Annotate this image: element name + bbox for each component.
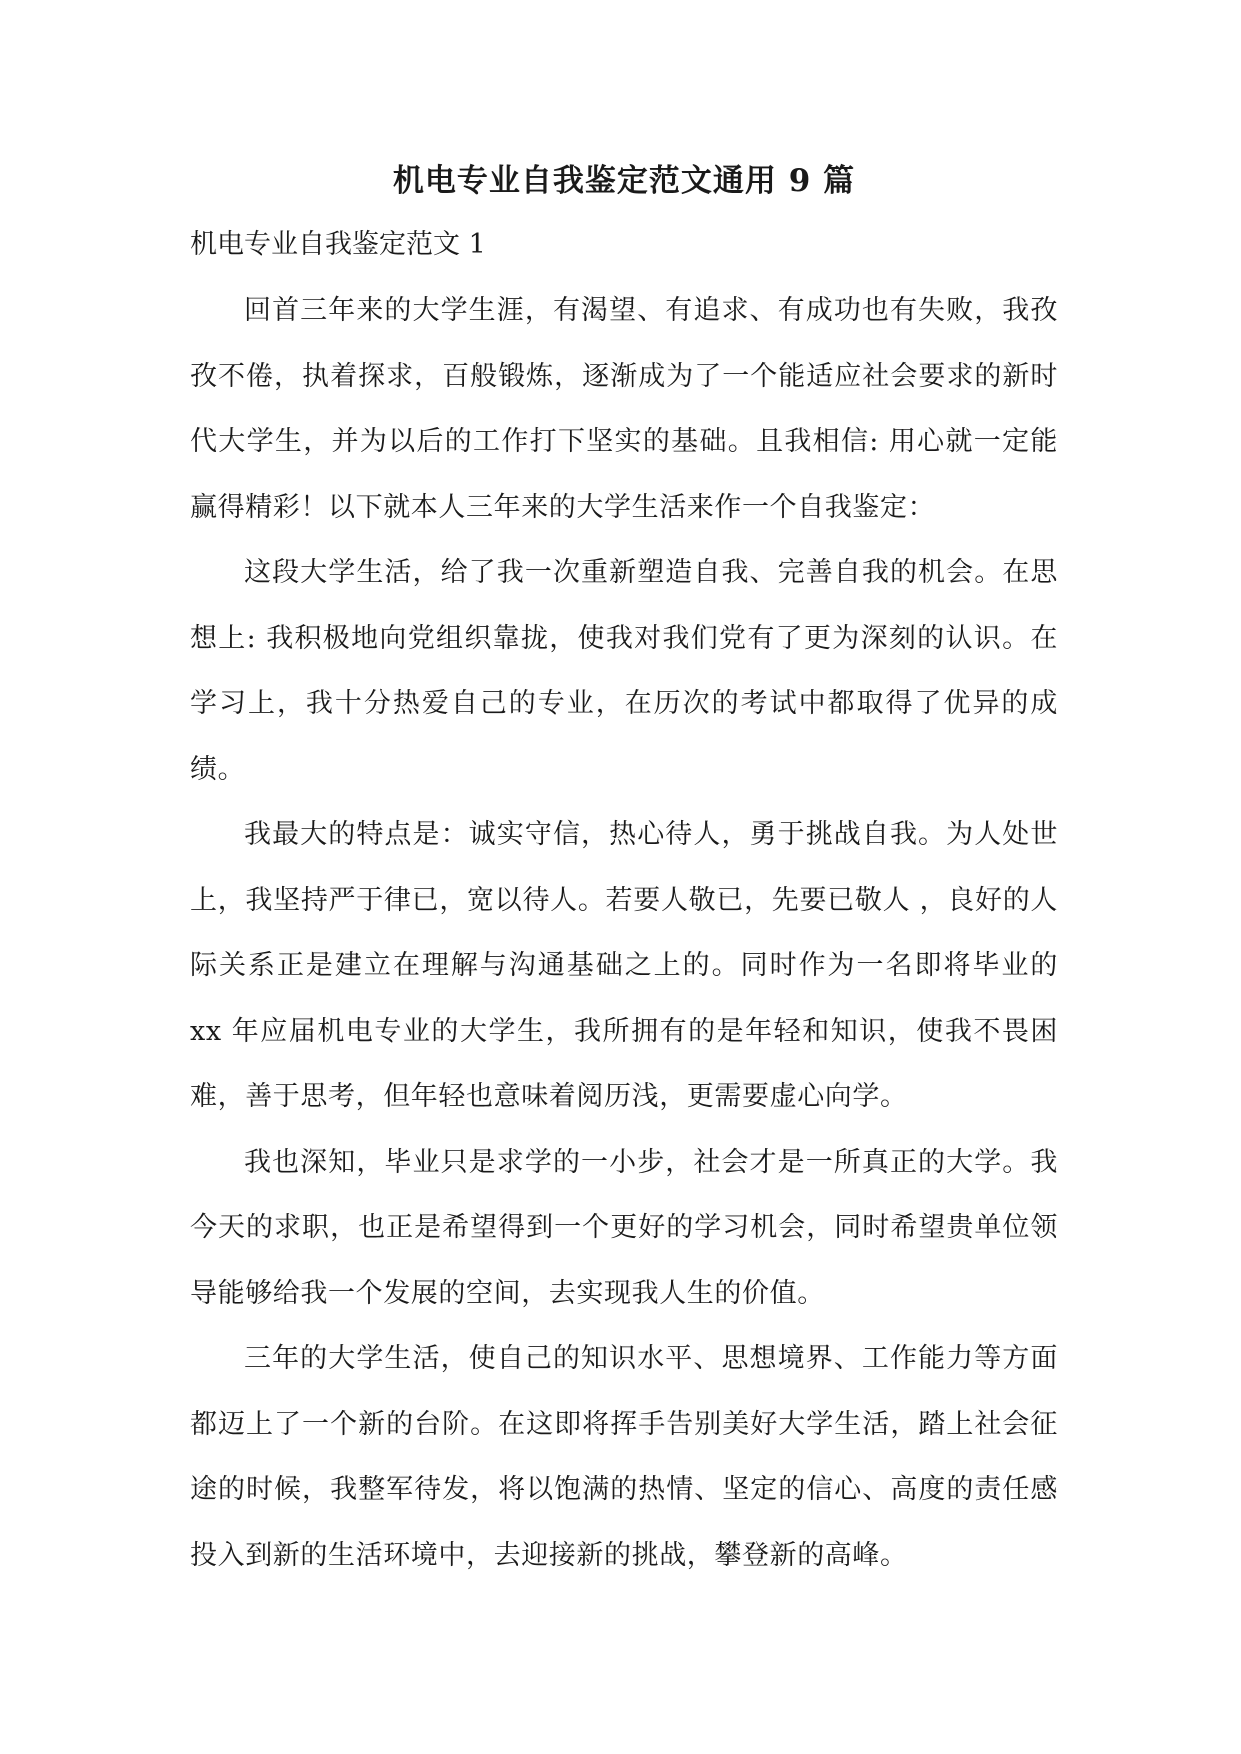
section-heading: 机电专业自我鉴定范文 1 [190,229,486,260]
document-page [190,150,1058,1588]
paragraph-1: 回首三年来的大学生涯，有渴望、有追求、有成功也有失败，我孜孜不倦，执着探求，百般锻炼，逐渐成为了一个能适应社会要求的新时代大学生，并为以后的工作打下坚实的基础。且我相信: 用心就一定能赢得精彩！以下就本人三年来的大学生活来作一个自我鉴定： [190,295,1058,523]
paragraph-2: 这段大学生活，给了我一次重新塑造自我、完善自我的机会。在思想上: 我积极地向党组织靠拢，使我对我们党有了更为深刻的认识。在学习上，我十分热爱自己的专业，在历次的考试中都取得了优异的成绩。 [190,557,1058,785]
paragraph-4: 我也深知，毕业只是求学的一小步，社会才是一所真正的大学。我今天的求职，也正是希望得到一个更好的学习机会，同时希望贵单位领导能够给我一个发展的空间，去实现我人生的价值。 [190,1146,1058,1309]
paragraph-5: 三年的大学生活，使自己的知识水平、思想境界、工作能力等方面都迈上了一个新的台阶。在这即将挥手告别美好大学生活，踏上社会征途的时候，我整军待发，将以饱满的热情、坚定的信心、高度的责任感投入到新的生活环境中，去迎接新的挑战，攀登新的高峰。 [190,1343,1058,1571]
document-title: 机电专业自我鉴定范文通用 9 篇 [392,163,856,199]
paragraph-3: 我最大的特点是：诚实守信，热心待人，勇于挑战自我。为人处世上，我坚持严于律已，宽以待人。若要人敬已，先要已敬人 ，良好的人际关系正是建立在理解与沟通基础之上的。同时作为一名即将毕业的 xx 年应届机电专业的大学生，我所拥有的是年轻和知识，使我不畏困难，善于思考，但年轻也意味着阅历浅，更需要虚心向学。 [190,819,1058,1112]
